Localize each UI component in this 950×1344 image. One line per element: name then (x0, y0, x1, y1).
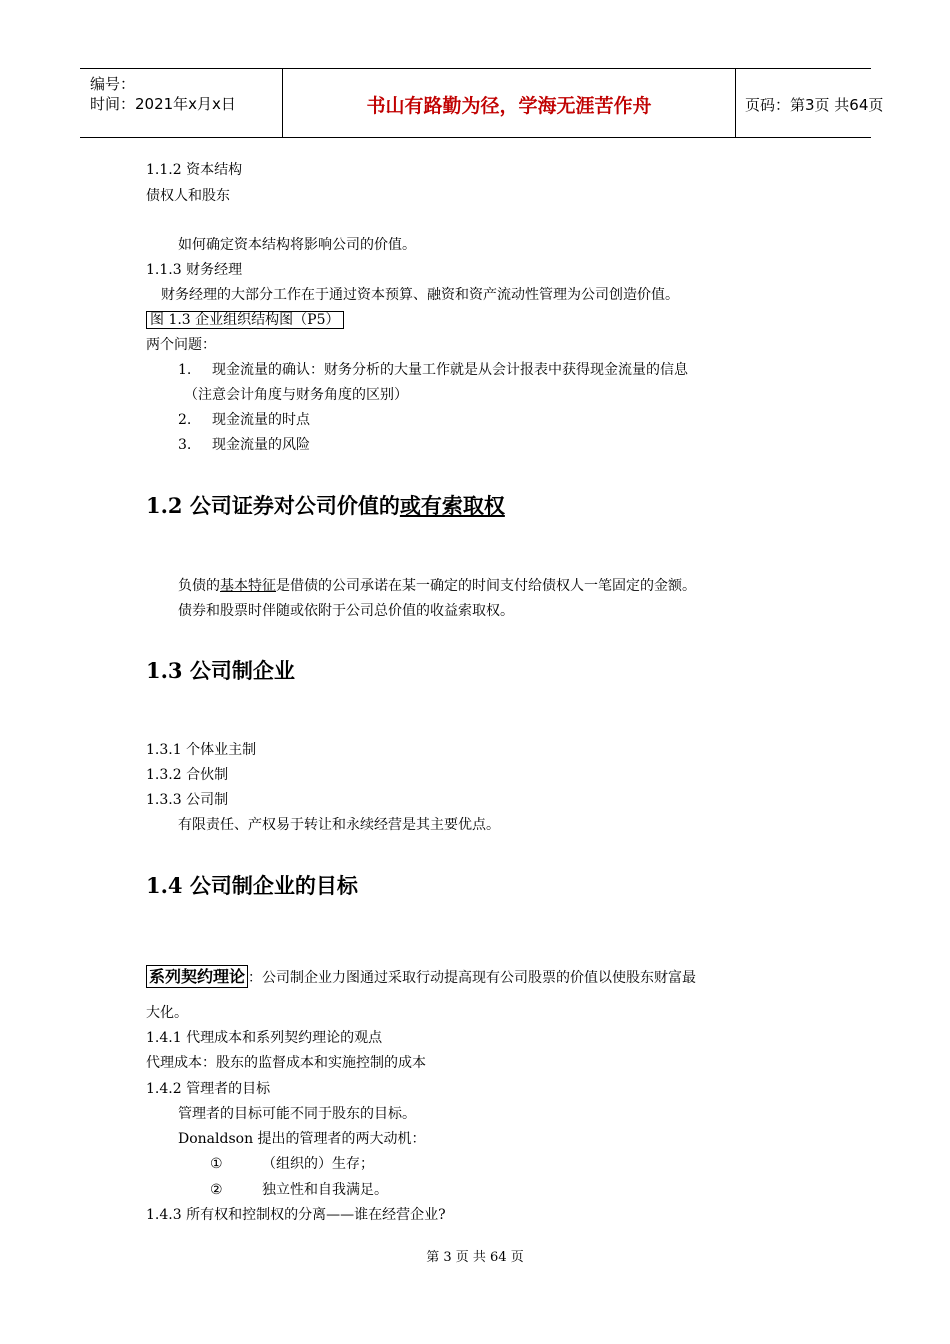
list-item-number: 1. (178, 362, 192, 378)
paragraph: 管理者的目标可能不同于股东的目标。 (178, 1106, 416, 1122)
header-left-cell (80, 69, 282, 137)
heading-1-3: 1.3 公司制企业 (146, 658, 295, 683)
page-footer: 第 3 页 共 64 页 (426, 1250, 524, 1265)
list-item: 独立性和自我满足。 (262, 1182, 388, 1198)
heading-1-4: 1.4 公司制企业的目标 (146, 873, 358, 898)
paragraph: 负债的基本特征是借债的公司承诺在某一确定的时间支付给债权人一笔固定的金额。 (178, 578, 696, 594)
section-1-3-1-title: 1.3.1 个体业主制 (146, 742, 257, 758)
figure-reference: 图 1.3 企业组织结构图（P5） (146, 310, 344, 330)
date-label: 时间：2021年x月x日 (90, 95, 236, 113)
paragraph: 系列契约理论 ：公司制企业力图通过采取行动提高现有公司股票的价值以使股东财富最 (146, 965, 696, 990)
section-1-3-2-title: 1.3.2 合伙制 (146, 767, 229, 783)
list-item-note: （注意会计角度与财务角度的区别） (184, 387, 408, 403)
section-1-4-2-title: 1.4.2 管理者的目标 (146, 1081, 271, 1097)
section-1-4-3-title: 1.4.3 所有权和控制权的分离——谁在经营企业? (146, 1207, 446, 1223)
paragraph: 两个问题： (146, 337, 216, 353)
section-1-4-1-title: 1.4.1 代理成本和系列契约理论的观点 (146, 1030, 383, 1046)
list-item: 现金流量的时点 (212, 412, 310, 428)
paragraph: 有限责任、产权易于转让和永续经营是其主要优点。 (178, 817, 500, 833)
paragraph: Donaldson 提出的管理者的两大动机： (178, 1131, 426, 1147)
list-item-number: 3. (178, 437, 192, 453)
list-item-number: 2. (178, 412, 192, 428)
list-item: （组织的）生存； (262, 1156, 374, 1172)
paragraph: 财务经理的大部分工作在于通过资本预算、融资和资产流动性管理为公司创造价值。 (161, 287, 679, 303)
paragraph: 债权人和股东 (146, 188, 230, 204)
list-item-number: ① (210, 1156, 223, 1172)
section-1-1-2-title: 1.1.2 资本结构 (146, 162, 243, 178)
section-1-1-3-title: 1.1.3 财务经理 (146, 262, 243, 278)
paragraph: 大化。 (146, 1005, 188, 1021)
heading-1-2: 1.2 公司证券对公司价值的或有索取权 (146, 493, 505, 518)
list-item: 现金流量的确认：财务分析的大量工作就是从会计报表中获得现金流量的信息 (212, 362, 688, 378)
list-item-number: ② (210, 1182, 223, 1198)
page-header (80, 68, 884, 138)
header-center-cell (282, 69, 736, 137)
header-right-cell (735, 69, 884, 137)
paragraph: 如何确定资本结构将影响公司的价值。 (178, 237, 416, 253)
paragraph: 债券和股票时伴随或依附于公司总价值的收益索取权。 (178, 603, 514, 619)
page-info: 页码：第3页 共64页 (745, 96, 884, 114)
number-label: 编号： (90, 75, 136, 93)
paragraph: 代理成本：股东的监督成本和实施控制的成本 (146, 1055, 426, 1071)
keyword-box: 系列契约理论 (146, 965, 248, 988)
section-1-3-3-title: 1.3.3 公司制 (146, 792, 229, 808)
header-motto: 书山有路勤为径，学海无涯苦作舟 (366, 95, 652, 117)
list-item: 现金流量的风险 (212, 437, 310, 453)
